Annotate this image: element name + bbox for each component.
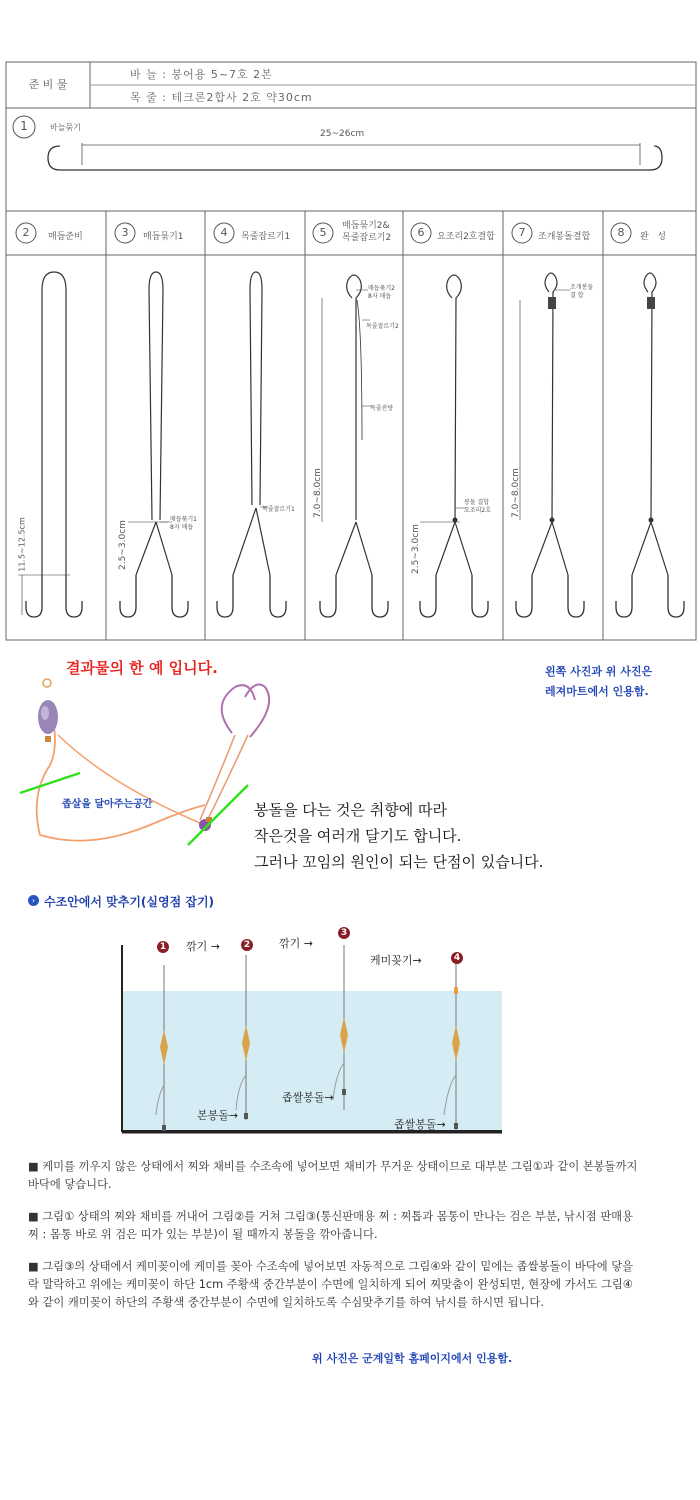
step1-drawing [13,116,662,170]
paragraph-2: ■ 그림① 상태의 찌와 채비를 꺼내어 그림②를 거쳐 그림③(통신판매용 찌 : 찌톱과 몸통이 만나는 검은 부분, 낚시점 판매용 찌 : 몸통 바로 위 검은 띠가 있는 부분)이 될 때까지 봉돌을 깎아줍니다. [28,1210,633,1241]
bait-space-label: 좁살을 달아주는공간 [62,799,153,810]
example-photo [10,675,270,855]
note-line-2: 작은것을 여러개 달기도 합니다. [254,827,462,845]
paragraph-1: ■ 케미를 끼우지 않은 상태에서 찌와 채비를 수조속에 넣어보면 채비가 무거운 상태이므로 대부분 그림①과 같이 본봉돌까지 바닥에 닿습니다. [28,1160,638,1191]
panel7-top-note: 조개봉돌 결 합 [570,284,594,299]
tank-num-4: 4 [451,952,463,964]
tank-cut-2: 깎기 → [279,937,313,950]
step7-num: 7 [518,226,526,239]
step8-label: 완 성 [640,232,666,242]
panel7-drawing [516,273,584,617]
panel6-note: 봉돌 결합 요조리2호 [464,499,492,514]
panel3-drawing [120,272,188,617]
step5-num: 5 [319,226,327,239]
note-line-1: 봉돌을 다는 것은 취향에 따라 [254,801,447,819]
paragraph-3: ■ 그림③의 상태에서 케미꽂이에 케미를 꽂아 수조속에 넣어보면 자동적으로 그림④와 같이 밑에는 좁쌀봉돌이 바닥에 닿을락 말락하고 위에는 케미꽂이 하단 1cm 주황색 중간부분이 수면에 일치하게 되어 찌맞춤이 완성되면, 현장에 가서도 그림④와 같이 캐미꽂이 하단의 주황색 중간부분이 수면에 일치하도록 수심맞추기를 하여 낚시를 하시면 됩니다. [28,1260,634,1309]
panel4-note: 목줄잘르기1 [262,506,295,513]
tank-chem: 케미꽂기→ [370,954,422,967]
step2-label: 매듭준비 [48,232,83,242]
example-note [254,797,543,875]
note-line-3: 그러나 꼬임의 원인이 되는 단점이 있습니다. [254,853,544,871]
panel4-drawing [217,272,286,617]
section-arrow-icon: › [28,895,39,906]
example-title: 결과물의 한 예 입니다. [66,659,218,677]
materials-row-line: 목 줄 : 테크론2합사 2호 약30cm [130,91,313,104]
tank-main-sinker: 본봉돌→ [197,1109,239,1122]
panel5-mid-note: 목줄잘르기2 [366,323,399,330]
step1-length: 25~26cm [320,129,365,139]
step1-num: 1 [20,119,28,133]
step8-num: 8 [617,226,625,239]
step6-num: 6 [417,226,425,239]
tank-num-3: 3 [338,927,350,939]
tank-cut-1: 깎기 → [186,940,220,953]
panel2-length: 11.5~12.5cm [17,517,27,572]
panel3-note: 매듭묶기1 8자 매듭 [170,516,198,531]
step5-label: 매듭묶기2& 목줄잡르기2 [342,221,392,243]
step2-num: 2 [22,226,30,239]
tank-diagram [118,925,508,1140]
panel5-side-note: 목줄잔량 [370,405,394,412]
tank-num-1: 1 [157,941,169,953]
panel2-drawing [18,272,82,617]
section-title: 수조안에서 맞추기(실영점 잡기) [44,895,215,909]
step7-label: 조개봉돌결합 [538,232,591,242]
step4-num: 4 [220,226,228,239]
panel6-drawing [420,275,488,617]
panel8-drawing [616,273,684,617]
step3-num: 3 [121,226,129,239]
step1-label: 바늘묶기 [50,123,81,132]
panel3-length: 2.5~3.0cm [118,520,128,570]
tank-num-2: 2 [241,939,253,951]
materials-header: 준 비 물 [28,78,68,91]
panel7-length: 7.0~8.0cm [511,468,521,518]
panel6-length: 2.5~3.0cm [411,524,421,574]
tank-small-sinker-2: 좁쌀봉돌→ [394,1118,446,1131]
rig-diagram [0,0,700,650]
panel5-length: 7.0~8.0cm [313,468,323,518]
step4-label: 목줄잡르기1 [241,232,291,242]
materials-row-hook: 바 늘 : 붕어용 5~7호 2본 [130,68,273,81]
footer-credit: 위 사진은 군계일학 홈페이지에서 인용함. [312,1352,513,1365]
panel5-top-note: 매듭묶기2 8자 매듭 [368,285,396,300]
example-credit: 왼쪽 사진과 위 사진은 레져마트에서 인용함. [545,665,653,698]
step6-label: 요조리2호결합 [437,232,495,242]
tank-small-sinker-1: 좁쌀봉돌→ [282,1091,334,1104]
step3-label: 매듭묶기1 [143,232,184,242]
